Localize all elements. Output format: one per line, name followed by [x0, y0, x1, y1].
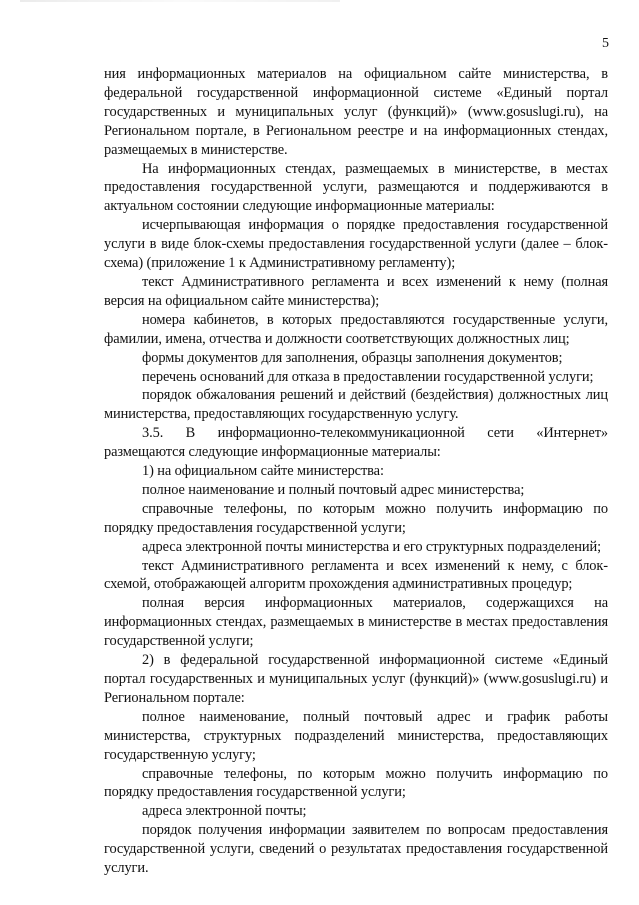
list-item-regulation-with-scheme: текст Административного регламента и всех изменений к нему, с блок-схемой, отображающей алгоритм прохождения административных процедур;: [104, 557, 608, 593]
list-item-block-scheme: исчерпывающая информация о порядке предоставления государственной услуги в виде блок-схемы предоставления государственной услуги (далее – блок-схема) (приложение 1 к Административному регламенту);: [104, 217, 608, 272]
scan-edge-mark: [20, 0, 340, 2]
list-item-regulation-text: текст Административного регламента и всех изменений к нему (полная версия на официальном сайте министерства);: [104, 273, 608, 309]
list-item-document-forms: формы документов для заполнения, образцы заполнения документов;: [142, 349, 563, 366]
list-item-appeal-procedure: порядок обжалования решений и действий (бездействия) должностных лиц министерства, предоставляющих государственную услугу.: [104, 387, 608, 423]
list-item-email-addresses: адреса электронной почты министерства и его структурных подразделений;: [142, 538, 602, 555]
list-item-phones-portal: справочные телефоны, по которым можно получить информацию по порядку предоставления государственной услуги;: [104, 765, 608, 801]
paragraph-continuation: ния информационных материалов на официальном сайте министерства, в федеральной государственной информационной системе «Единый портал государственных и муниципальных услуг (функций)» (www.gosuslugi.ru), на Региональном портале, в Региональном реестре и на информационных стендах, размещаемых в министерстве.: [104, 66, 608, 158]
list-item-phones: справочные телефоны, по которым можно получить информацию по порядку предоставления государственной услуги;: [104, 500, 608, 536]
list-item-refusal-grounds: перечень оснований для отказа в предоставлении государственной услуги;: [142, 368, 594, 385]
list-item-official-site: 1) на официальном сайте министерства:: [142, 463, 384, 480]
list-item-federal-portal: 2) в федеральной государственной информационной системе «Единый портал государственных и муниципальных услуг (функций)» (www.gosuslugi.ru) и Региональном портале:: [104, 652, 608, 706]
list-item-email: адреса электронной почты;: [142, 803, 307, 820]
list-item-full-name-address: полное наименование и полный почтовый адрес министерства;: [142, 481, 525, 498]
page-number: 5: [602, 36, 609, 51]
document-body: [104, 65, 608, 878]
paragraph-section-3-5: 3.5. В информационно-телекоммуникационной сети «Интернет» размещаются следующие информационные материалы:: [104, 425, 608, 461]
list-item-information-procedure: порядок получения информации заявителем по вопросам предоставления государственной услуги, сведений о результатах предоставления государственной услуги.: [104, 822, 608, 877]
paragraph-stands-intro: На информационных стендах, размещаемых в министерстве, в местах предоставления государственной услуги, размещаются и поддерживаются в актуальном состоянии следующие информационные материалы:: [104, 160, 608, 215]
list-item-room-numbers: номера кабинетов, в которых предоставляются государственные услуги, фамилии, имена, отчества и должности соответствующих должностных лиц;: [104, 311, 608, 347]
list-item-full-materials: полная версия информационных материалов, содержащихся на информационных стендах, размещаемых в министерстве в местах предоставления государственной услуги;: [104, 595, 608, 650]
list-item-schedule: полное наименование, полный почтовый адрес и график работы министерства, структурных подразделений министерства, предоставляющих государственную услугу;: [104, 708, 608, 763]
